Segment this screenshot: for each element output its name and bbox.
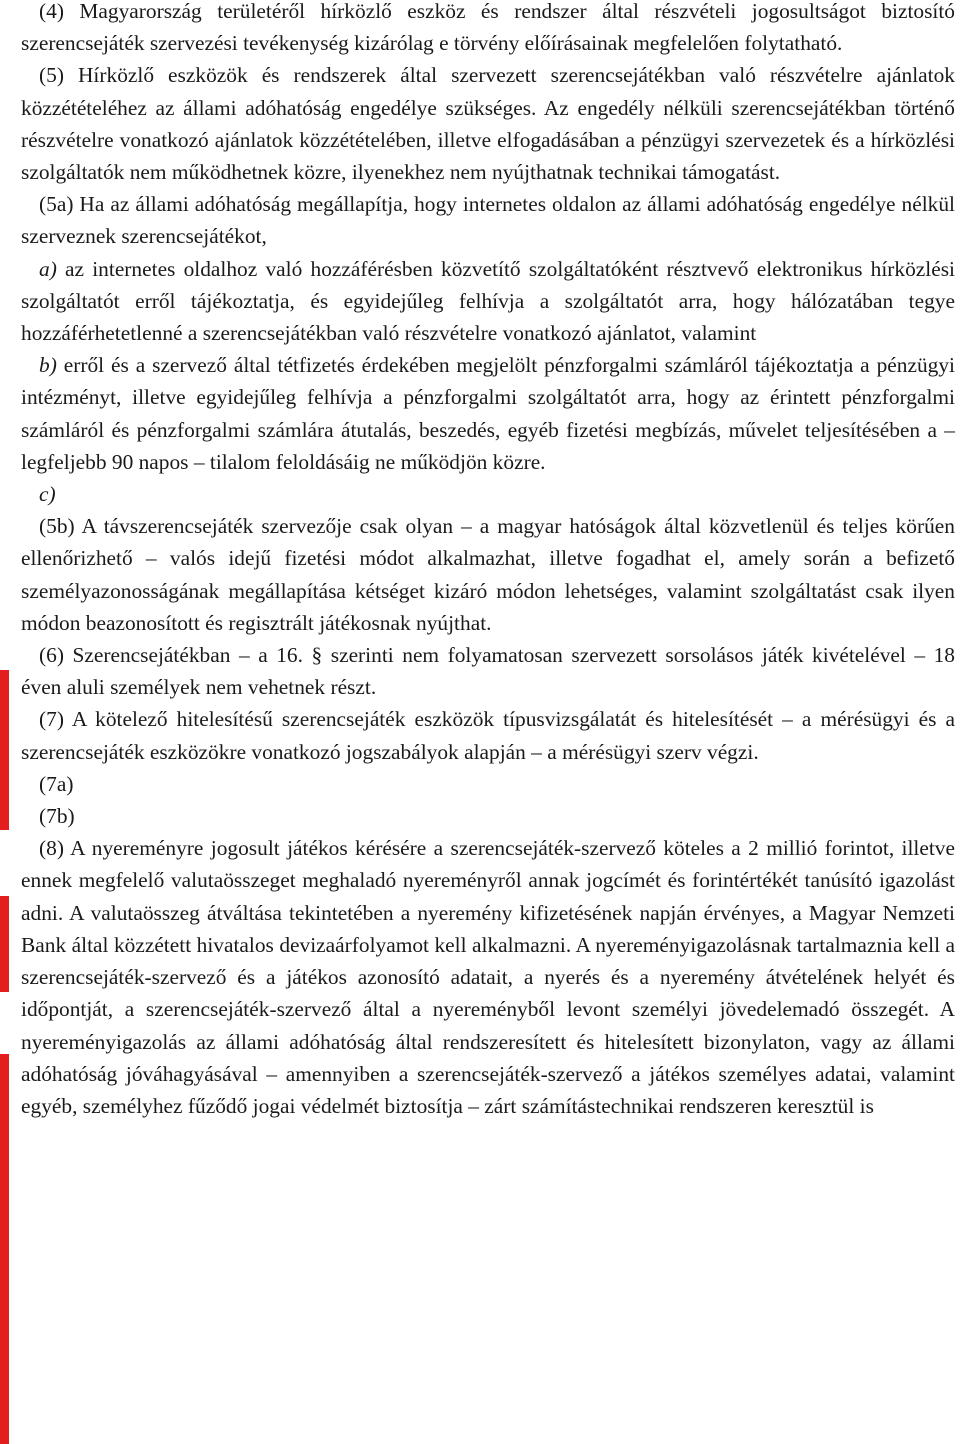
list-marker: b) xyxy=(39,353,57,378)
paragraph-5b: (5b) A távszerencsejáték szervezője csak olyan – a magyar hatóságok által közvetlenül és teljes körűen ellenőrizhető – valós idejű fizetési módot alkalmazhat, illetve fogadhat el, amely során a befizető személyazonosságának megállapítása kétséget kizáró módon lehetséges, valamint szolgáltatást csak ilyen módon beazonosított és regisztrált játékosnak nyújthat. xyxy=(21,514,955,635)
paragraph-7: (7) A kötelező hitelesítésű szerencsejáték eszközök típusvizsgálatát és hitelesítését – a mérésügyi és a szerencsejáték eszközökre vonatkozó jogszabályok alapján – a mérésügyi szerv végzi. xyxy=(21,707,955,764)
paragraph-8: (8) A nyereményre jogosult játékos kérésére a szerencsejáték-szervező köteles a 2 millió forintot, illetve ennek megfelelő valutaösszeget meghaladó nyereményről annak jogcímét és forintértékét tanúsító igazolást adni. A valutaösszeg átváltása tekintetében a nyeremény kifizetésének napján érvényes, a Magyar Nemzeti Bank által közzétett hivatalos devizaárfolyamot kell alkalmazni. A nyereményigazolásnak tartalmaznia kell a szerencsejáték-szervező és a játékos azonosító adatait, a nyerés és a nyeremény átvételének helyét és időpontját, a szerencsejáték-szervező által a nyereményből levont személyi jövedelemadó összegét. A nyereményigazolás az állami adóhatóság által rendszeresített és hitelesített bizonylaton, vagy az állami adóhatóság jóváhagyásával – amennyiben a szerencsejáték-szervező a játékos személyes adatai, valamint egyéb, személyhez fűződő jogai védelmét biztosítja – zárt számítástechnikai rendszeren keresztül is xyxy=(21,836,955,1118)
change-bar xyxy=(0,670,9,830)
paragraph-5a-item-b: b) erről és a szervező által tétfizetés érdekében megjelölt pénzforgalmi számláról tájékoztatja a pénzügyi intézményt, illetve egyidejűleg felhívja a pénzforgalmi szolgáltatót arra, hogy az érintett pénzforgalmi számláról és pénzforgalmi számlára átutalás, beszedés, egyéb fizetési megbízás, művelet teljesítésében a – legfeljebb 90 napos – tilalom feloldásáig ne működjön közre. xyxy=(21,353,955,474)
paragraph-7b: (7b) xyxy=(39,804,75,829)
paragraph-5a-item-a: a) az internetes oldalhoz való hozzáférésben közvetítő szolgáltatóként résztvevő elektronikus hírközlési szolgáltatót erről tájékoztatja, és egyidejűleg felhívja a szolgáltatót arra, hogy hálózatában tegye hozzáférhetetlenné a szerencsejátékban való részvételre vonatkozó ajánlatot, valamint xyxy=(21,256,955,346)
paragraph-5: (5) Hírközlő eszközök és rendszerek által szervezett szerencsejátékban való részvételre ajánlatok közzétételéhez az állami adóhatóság engedélye szükséges. Az engedély nélküli szerencsejátékban történő részvételre vonatkozó ajánlatok közzétételében, illetve elfogadásában a pénzügyi szervezetek és a hírközlési szolgáltatók nem működhetnek közre, ilyenekhez nem nyújthatnak technikai támogatást. xyxy=(21,63,955,185)
change-bar xyxy=(0,896,9,992)
list-marker: a) xyxy=(39,256,57,281)
change-bar xyxy=(0,1054,9,1444)
document-body xyxy=(21,0,955,1122)
list-marker: c) xyxy=(39,482,56,507)
paragraph-4: (4) Magyarország területéről hírközlő eszköz és rendszer által részvételi jogosultságot biztosító szerencsejáték szervezési tevékenység kizárólag e törvény előírásainak megfelelően folytatható. xyxy=(21,0,955,56)
paragraph-5a-item-c xyxy=(21,478,955,510)
paragraph-6: (6) Szerencsejátékban – a 16. § szerinti nem folyamatosan szervezett sorsolásos játék kivételével – 18 éven aluli személyek nem vehetnek részt. xyxy=(21,643,955,700)
paragraph-7a: (7a) xyxy=(39,771,74,796)
paragraph-5a: (5a) Ha az állami adóhatóság megállapítja, hogy internetes oldalon az állami adóhatóság engedélye nélkül szerveznek szerencsejátékot, xyxy=(21,192,955,249)
